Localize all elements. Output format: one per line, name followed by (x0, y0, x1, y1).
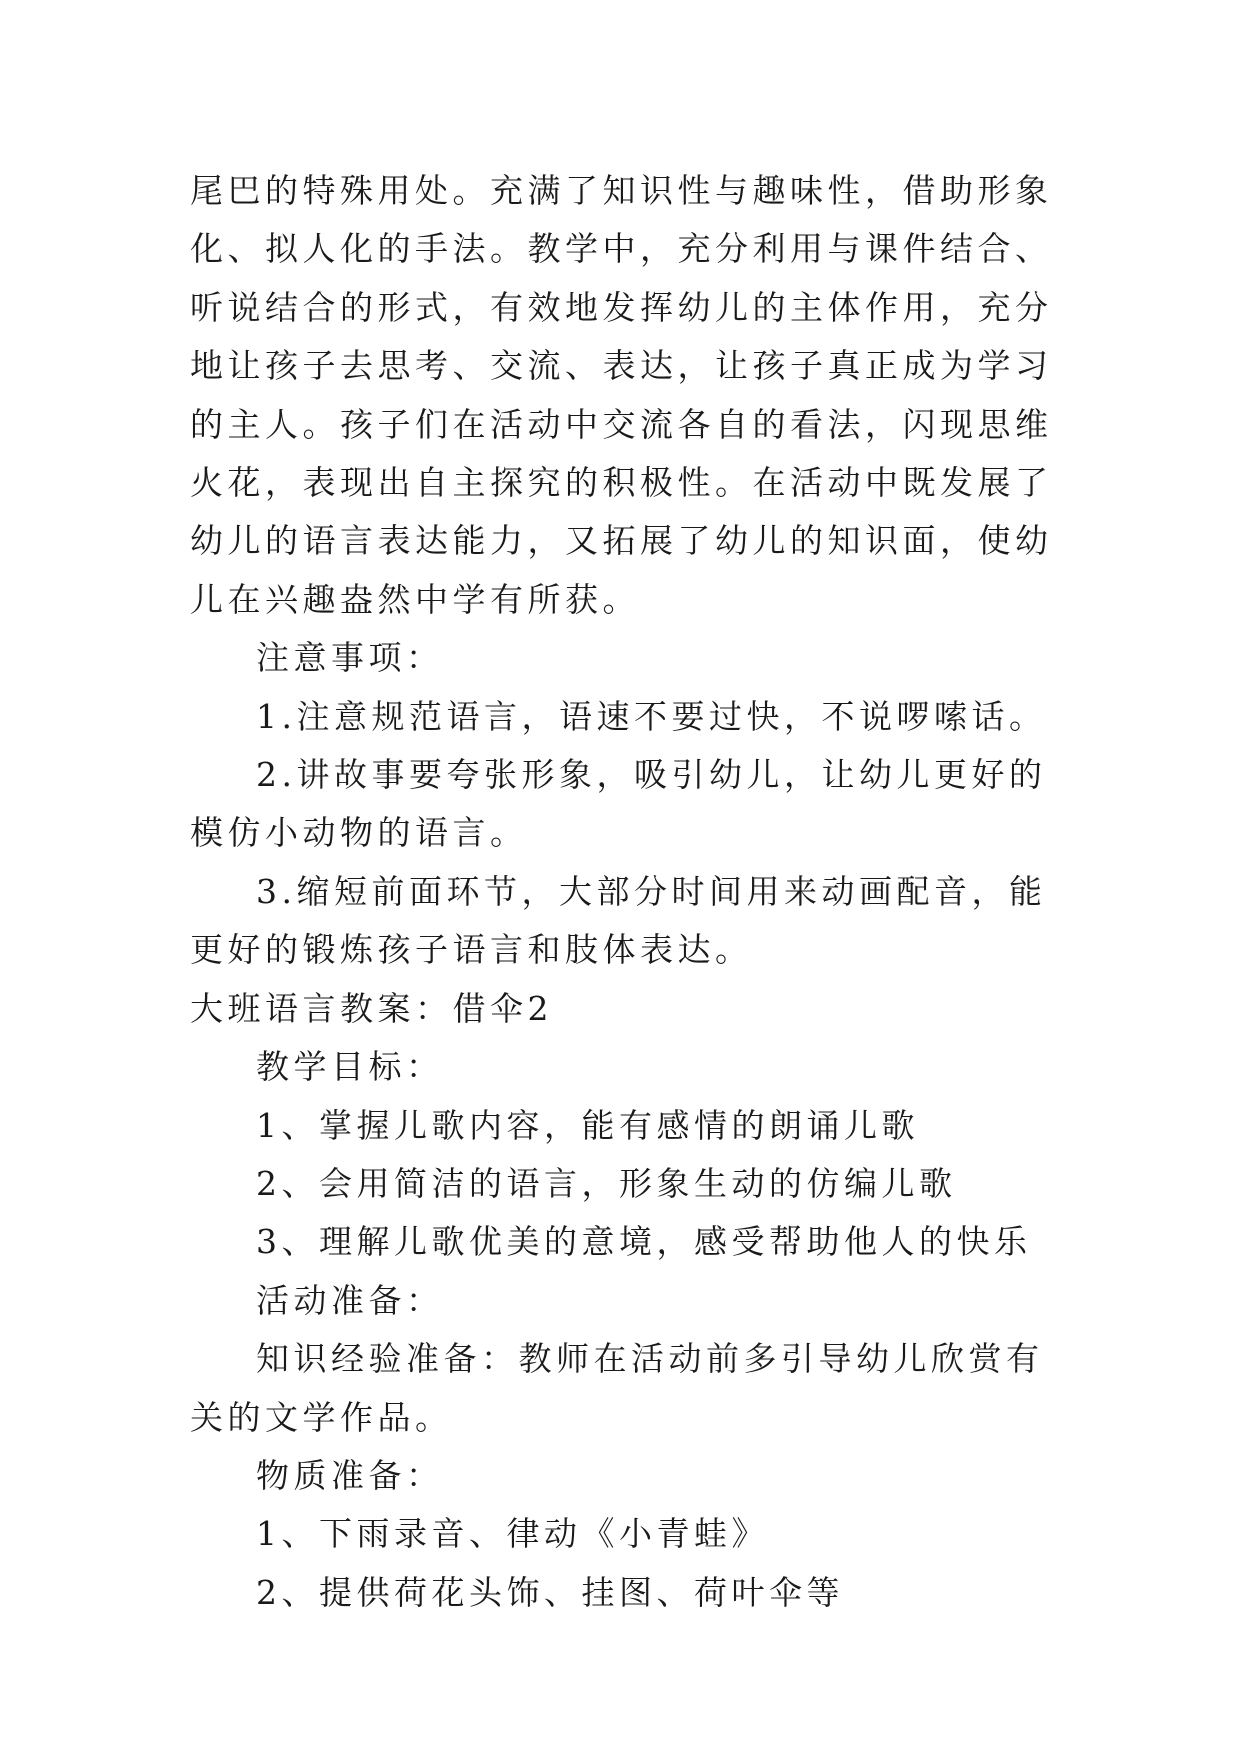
objective-item-2: 2、会用简洁的语言，形象生动的仿编儿歌 (256, 1163, 957, 1203)
objective-item-1: 1、掌握儿歌内容，能有感情的朗诵儿歌 (256, 1105, 919, 1145)
note-item-1: 1.注意规范语言，语速不要过快，不说啰嗦话。 (256, 696, 1047, 736)
note-item-2: 2.讲故事要夸张形象，吸引幼儿，让幼儿更好的模仿小动物的语言。 (190, 755, 1047, 853)
heading-notes: 注意事项： (256, 638, 444, 678)
paragraph-continuation: 尾巴的特殊用处。充满了知识性与趣味性，借助形象化、拟人化的手法。教学中，充分利用与课件结合、听说结合的形式，有效地发挥幼儿的主体作用，充分地让孩子去思考、交流、表达，让孩子真正成为学习的主人。孩子们在活动中交流各自的看法，闪现思维火花，表现出自主探究的积极性。在活动中既发展了幼儿的语言表达能力，又拓展了幼儿的知识面，使幼儿在兴趣盎然中学有所获。 (190, 171, 1053, 619)
material-item-1: 1、下雨录音、律动《小青蛙》 (256, 1514, 769, 1554)
heading-preparation: 活动准备： (256, 1280, 444, 1320)
material-item-2: 2、提供荷花头饰、挂图、荷叶伞等 (256, 1572, 844, 1612)
heading-materials: 物质准备： (256, 1455, 444, 1495)
section-title: 大班语言教案：借伞2 (190, 988, 553, 1028)
objective-item-3: 3、理解儿歌优美的意境，感受帮助他人的快乐 (256, 1222, 1032, 1262)
heading-objectives: 教学目标： (256, 1047, 444, 1087)
document-body (190, 162, 1060, 1622)
note-item-3: 3.缩短前面环节，大部分时间用来动画配音，能更好的锻炼孩子语言和肢体表达。 (190, 871, 1047, 970)
knowledge-preparation: 知识经验准备：教师在活动前多引导幼儿欣赏有关的文学作品。 (190, 1339, 1044, 1437)
